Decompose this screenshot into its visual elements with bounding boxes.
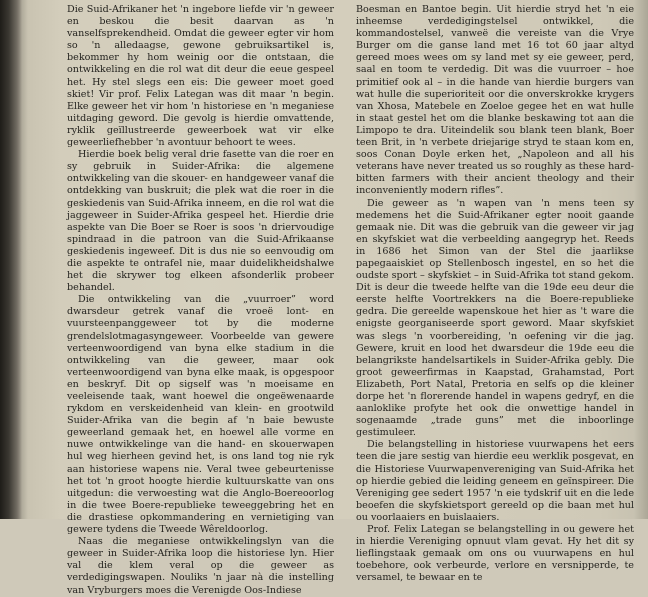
- right-paragraph-3: Die belangstelling in historiese vuurwapens het eers teen die jare sestig van hierdie eeu werklik posgevat, en die Historiese Vuurwapenvereniging van Suid-Afrika het op hierdie gebied die leiding geneem en geïnspireer. Die Vereniging gee sedert 1957 'n eie tydskrif uit en die lede beoefen die skyfskietsport gereeld op die baan met hul ou voorlaaiers en buislaaiers.: [356, 439, 634, 523]
- left-paragraph-1: Die Suid-Afrikaner het 'n ingebore liefde vir 'n geweer en beskou die besit daarvan as 'n vanselfsprekendheid. Omdat die geweer egter vir hom so 'n alledaagse, gewone gebruiksartikel is, bekommer hy hom weinig oor die ontstaan, die ontwikkeling en die rol wat dit deur die eeue gespeel het. Hy stel slegs een eis: Die geweer moet goed skiet! Vir prof. Felix Lategan was dit maar 'n begin. Elke geweer het vir hom 'n historiese en 'n meganiese uitdaging geword. Die gevolg is hierdie omvattende, ryklik geïllustreerde geweerboek wat vir elke geweerliefhebber 'n avontuur behoort te wees.: [67, 4, 334, 149]
- right-paragraph-4: Prof. Felix Lategan se belangstelling in ou gewere het in hierdie Vereniging opnuut vlam gevat. Hy het dit sy lieflingstaak gemaak om ons ou vuurwapens en hul toebehore, ook verbeurde, verlore en versnipperde, te versamel, te bewaar en te: [356, 524, 634, 584]
- page-fold-shadow: [634, 0, 648, 519]
- left-paragraph-3: Die ontwikkeling van die „vuurroer” word dwarsdeur getrek vanaf die vroeë lont- en vuursteenpanggeweer tot by die moderne grendelslotmagasyngeweer. Voorbeelde van gewere verteenwoordigend van byna elke stadium in die ontwikkeling van die geweer, maar ook verteenwoordigend van byna elke maak, is opgespoor en beskryf. Dit op sigself was 'n moeisame en veeleisende taak, want hoewel die ongeëwenaarde rykdom en verskeidenheid van klein- en grootwild Suider-Afrika van die begin af 'n baie bewuste geweerland gemaak het, en hoewel alle vorme en nuwe ontwikkelinge van die hand- en skouerwapen hul weg hierheen gevind het, is ons land tog nie ryk aan historiese wapens nie. Veral twee gebeurtenisse het tot 'n groot hoogte hierdie kultuurskatte van ons uitgedun: die verwoesting wat die Anglo-Boereoorlog in die twee Boere-republieke teweeggebring het en die drastiese opkommandering en vernietiging van gewere tydens die Tweede Wêreldoorlog.: [67, 294, 334, 536]
- left-text-column: [67, 4, 334, 597]
- left-paragraph-4: Naas die meganiese ontwikkelingslyn van die geweer in Suider-Afrika loop die historiese lyn. Hier val die klem veral op die geweer as verdedigingswapen. Nouliks 'n jaar nà die instelling van Vryburgers moes die Verenigde Oos-Indiese: [67, 536, 334, 596]
- right-paragraph-1: Boesman en Bantoe begin. Uit hierdie stryd het 'n eie inheemse verdedigingstelsel ontwikkel, die kommandostelsel, vanweë die vereiste van die Vrye Burger om die ganse land met 16 tot 60 jaar altyd gereed moes wees om sy land met sy eie geweer, perd, saal en toom te verdedig. Dit was die vuurroer – hoe primitief ook al – in die hande van hierdie burgers van wat hulle die superioriteit oor die onverskrokke krygers van Xhosa, Matebele en Zoeloe gegee het en wat hulle in staat gestel het om die blanke beskawing tot aan die Limpopo te dra. Uiteindelik sou blank teen blank, Boer teen Brit, in 'n verbete driejarige stryd te staan kom en, soos Conan Doyle erken het, „Napoleon and all his veterans have never treated us so roughly as these hard-bitten farmers with their ancient theology and their inconveniently modern rifles”.: [356, 4, 634, 197]
- right-text-column: [356, 4, 634, 585]
- book-spine-shadow: [0, 0, 22, 519]
- left-paragraph-2: Hierdie boek belig veral drie fasette van die roer en sy gebruik in Suider-Afrika: die algemene ontwikkeling van die skouer- en handgeweer vanaf die ontdekking van buskruit; die plek wat die roer in die geskiedenis van Suid-Afrika inneem, en die rol wat die jaggeweer in Suider-Afrika gespeel het. Hierdie drie aspekte van Die Boer se Roer is soos 'n driervoudige spindraad in die patroon van die Suid-Afrikaanse geskiedenis ingeweef. Dit is dus nie so eenvoudig om die aspekte te ontrafel nie, maar duidelikheidshalwe het die skrywer tog elkeen afsonderlik probeer behandel.: [67, 149, 334, 294]
- right-paragraph-2: Die geweer as 'n wapen van 'n mens teen sy medemens het die Suid-Afrikaner egter nooit gaande gemaak nie. Dit was die gebruik van die geweer vir jag en skyfskiet wat die verbeelding aangegryp het. Reeds in 1686 het Simon van der Stel die jaarlikse papegaaiskiet op Stellenbosch ingestel, en so het die oudste sport – skyfskiet – in Suid-Afrika tot stand gekom. Dit is deur die tweede helfte van die 19de eeu deur die eerste helfte Voortrekkers na die Boere-republieke gedra. Die gereelde wapenskoue het hier as 't ware die enigste georganiseerde sport geword. Maar skyfskiet was slegs 'n voorbereiding, 'n oefening vir die jag. Gewere, kruit en lood het dwarsdeur die 19de eeu die belangrikste handelsartikels in Suider-Afrika gebly. Die groot geweerfirmas in Kaapstad, Grahamstad, Port Elizabeth, Port Natal, Pretoria en selfs op die kleiner dorpe het 'n florerende handel in wapens gedryf, en die aanloklike profyte het ook die onwettige handel in sogenaamde „trade guns” met die inboorlinge gestimuleer.: [356, 197, 634, 439]
